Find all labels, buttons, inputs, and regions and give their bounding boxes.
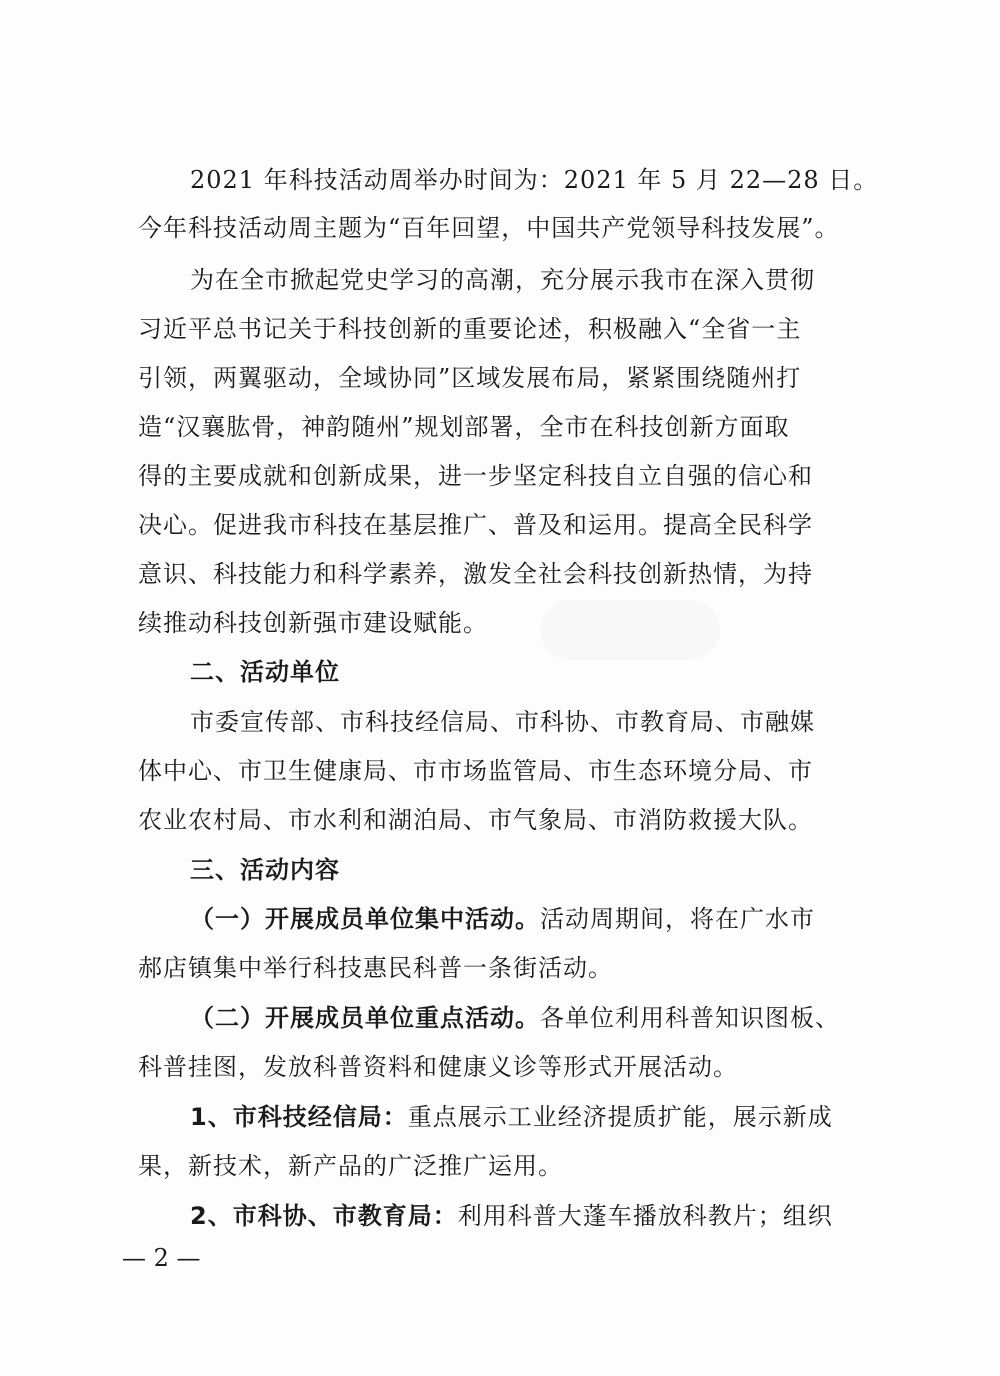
section-heading: 二、活动单位 [190, 658, 340, 686]
section-heading: 三、活动内容 [190, 856, 340, 884]
paragraph-line [190, 1097, 858, 1137]
paragraph-line: 科普挂图，发放科普资料和健康义诊等形式开展活动。 [138, 1053, 738, 1081]
paragraph-line: 造“汉襄肱骨，神韵随州”规划部署，全市在科技创新方面取 [138, 413, 790, 441]
paragraph-line [190, 899, 858, 939]
paragraph-line [190, 1196, 858, 1236]
subheading-lead: （二）开展成员单位重点活动。 [190, 1004, 540, 1032]
paragraph-line: 引领，两翼驱动，全域协同”区域发展布局，紧紧围绕随州打 [138, 364, 802, 392]
paragraph-line: 市委宣传部、市科技经信局、市科协、市教育局、市融媒 [190, 708, 815, 736]
paragraph-line: 体中心、市卫生健康局、市市场监管局、市生态环境分局、市 [138, 757, 813, 785]
paragraph-line: 续推动科技创新强市建设赋能。 [138, 609, 488, 637]
page-number: — 2 — [122, 1244, 201, 1272]
paragraph-line: 郝店镇集中举行科技惠民科普一条街活动。 [138, 954, 613, 982]
subheading-lead: （一）开展成员单位集中活动。 [190, 905, 540, 933]
paragraph-text: 各单位利用科普知识图板、 [540, 1004, 840, 1032]
paragraph-line: 意识、科技能力和科学素养，激发全社会科技创新热情，为持 [138, 560, 813, 588]
paragraph-line: 果，新技术，新产品的广泛推广运用。 [138, 1152, 563, 1180]
paragraph-text: 利用科普大蓬车播放科教片；组织 [457, 1202, 833, 1230]
paragraph-line: 今年科技活动周主题为“百年回望，中国共产党领导科技发展”。 [138, 214, 840, 242]
paragraph-text: 活动周期间，将在广水市 [540, 905, 815, 933]
paragraph-text: 重点展示工业经济提质扩能，展示新成 [407, 1103, 833, 1131]
paragraph-line: 为在全市掀起党史学习的高潮，充分展示我市在深入贯彻 [190, 266, 815, 294]
subheading-lead: 1、市科技经信局： [190, 1103, 408, 1131]
subheading-lead: 2、市科协、市教育局： [190, 1202, 458, 1230]
paragraph-line: 决心。促进我市科技在基层推广、普及和运用。提高全民科学 [138, 511, 813, 539]
paragraph-line: 习近平总书记关于科技创新的重要论述，积极融入“全省一主 [138, 315, 802, 343]
paragraph-line: 2021 年科技活动周举办时间为：2021 年 5 月 22—28 日。 [190, 166, 879, 194]
paragraph-line [190, 998, 858, 1038]
paragraph-line: 得的主要成就和创新成果，进一步坚定科技自立自强的信心和 [138, 462, 813, 490]
paragraph-line: 农业农村局、市水利和湖泊局、市气象局、市消防救援大队。 [138, 806, 813, 834]
